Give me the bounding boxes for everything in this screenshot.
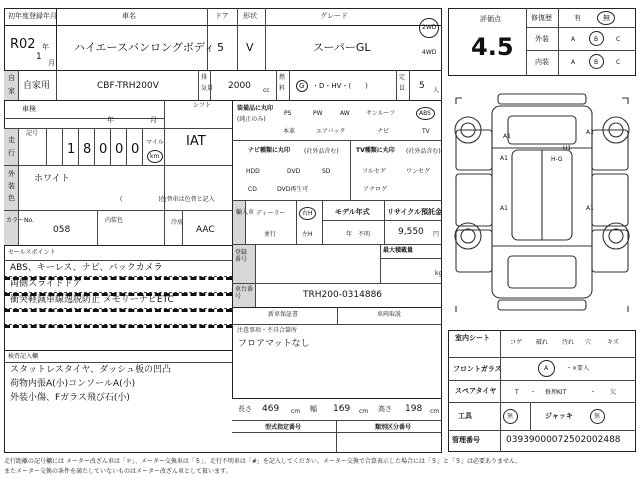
cm-unit: cm [359,408,369,415]
exterior-label: 外装 [535,35,549,43]
first-reg-era-year: R02 [10,37,36,52]
diagram-mark: A1 [586,129,594,136]
divider [4,100,442,101]
divider [232,398,442,399]
inspector-note: 外装小傷、Fガラス飛び石(小) [10,393,130,403]
navi-item: DVD [287,168,301,175]
width-label: 幅 [310,405,317,413]
divider [245,200,246,244]
seat-item: コゲ [510,339,523,346]
notes-label: 注意事項・不具合箇所 [237,327,298,334]
interior-label: 内装色 [105,217,124,224]
shift: IAT [186,134,206,149]
divider [289,70,290,100]
divider [4,25,442,26]
color: ホワイト [34,174,70,184]
navi-item: CD [248,186,257,193]
fuel-label-2: 料 [279,85,286,92]
divider [380,244,381,283]
front-glass: A [544,365,549,372]
divider [4,362,232,363]
diagram-mark: A1 [500,155,508,162]
color-note: ( )色替車は色替と記入 [120,196,215,203]
divider [207,8,208,70]
drive-4wd: 4WD [422,49,437,56]
divider [558,8,559,76]
grade: スーパーGL [313,41,371,54]
use-label-1: 自 [8,74,15,82]
divider [448,380,636,381]
car-name: ハイエースバンロングボディ [74,41,215,54]
divider [526,8,527,76]
divider [409,70,410,100]
seat-item: キズ [607,339,619,346]
first-reg-month: 1 [36,52,42,62]
color-label-3: 色 [8,194,15,202]
divider [296,200,297,244]
dealer: ディーラー [256,210,286,217]
mileage-digit: 1 [67,142,76,157]
height: 198 [405,404,423,414]
divider [56,70,57,100]
grade-label: グレード [320,12,348,20]
inspector-note: スタットレスタイヤ、ダッシュ板の凹凸 [10,365,172,375]
divider [232,244,442,245]
mile-label: マイル [146,139,164,146]
divider [448,402,636,403]
recycle-label: リサイクル預託金 [387,208,443,216]
displacement-label-2: 気量 [201,85,214,92]
diagram-mark: A1 [503,133,511,140]
divider [18,128,19,165]
inspection-label: 車検 [22,105,36,113]
fuel-g: G [299,82,305,90]
grade-c: C [616,59,621,66]
seat-item: 汚れ [562,339,575,346]
spare-label: スペアタイヤ [455,387,497,395]
divider [448,357,636,358]
displacement-label-1: 排 [201,74,208,81]
navi-item: DVD再生可 [277,186,309,193]
ac: AAC [196,225,215,235]
divider [4,128,232,129]
divider [164,210,165,245]
car-diagram [448,86,636,322]
handle-left: 左H [302,231,313,238]
shift-label: シフト [193,102,212,109]
mileage-label-2: 行 [8,149,15,157]
divider [526,50,636,51]
import-label: 輸入車 [236,209,255,216]
fuel-label-1: 燃 [279,74,286,81]
manage-label: 管理番号 [452,436,480,444]
divider [232,308,233,398]
divider [198,70,199,100]
divider [97,210,98,245]
divider [4,245,232,246]
mileage-digit: 0 [99,142,108,157]
divider [46,128,47,165]
grade-c: C [616,36,621,43]
divider [232,200,442,201]
cc-unit: cc [263,87,270,94]
capacity-label-1: 定 [399,74,406,81]
divider [126,128,127,165]
front-glass-label: フロントガラス [453,365,502,373]
navi-item: SD [322,168,331,175]
divider [4,210,232,211]
divider [110,128,111,165]
year-unit: 年 [42,43,49,51]
mileage-digit: 8 [83,142,92,157]
handle-right: 右H [302,210,313,217]
use-label-2: 家 [8,87,15,95]
mileage-digit: 0 [115,142,124,157]
divider [78,128,79,165]
equip-label: 装備品に丸印 [237,105,274,112]
score-label: 評価点 [480,15,501,23]
doors-label: ドア [215,12,229,20]
divider [276,70,277,100]
mileage-label-bg [4,129,18,165]
diagram-mark: A1 [586,205,594,212]
sales-point: 衝突軽減車線逸脱防止 メモリーナビETC [10,295,174,305]
type-designation-label: 型式指定番号 [265,424,302,431]
divider [164,100,165,210]
divider [4,350,232,351]
use: 自家用 [23,81,51,91]
divider [4,165,232,166]
divider [237,8,238,70]
grade-b: B [594,36,599,43]
equip-item: サンルーフ [366,110,396,117]
new-warranty: 新車保証書 [268,311,299,318]
divider [18,210,19,245]
spare-option: T [515,389,519,396]
divider [350,140,351,200]
divider [232,140,442,141]
divider [232,324,442,325]
divider [4,260,232,261]
inspector-note: 荷物内張A(小)コンソールA(小) [10,379,136,389]
divider [322,200,323,244]
equip-item: AW [340,110,350,117]
person-unit: 人 [433,87,440,94]
inspector-label: 検査記入欄 [8,353,39,360]
category-label: 類別区分番号 [375,424,412,431]
grade-a: A [571,59,576,66]
first-reg-label: 初年度登録年月 [8,12,57,20]
kg: kg [435,270,443,277]
navi-label: ナビ種類に丸印 [248,147,291,154]
score: 4.5 [471,33,514,61]
grade-a: A [571,36,576,43]
divider [526,27,636,28]
capacity: 5 [419,81,425,91]
month-unit: 月 [48,59,55,67]
shape: V [246,41,254,54]
length: 469 [262,404,280,414]
divider [18,70,19,100]
equip-item: PS [284,110,292,117]
divider [448,430,636,431]
seat-item: 穴 [585,339,592,346]
color-label-2: 装 [8,182,15,190]
km-label: km [150,153,160,160]
color-no-label: カラーNo. [6,217,34,224]
color-label-1: 外 [8,170,15,178]
equip-item: エアバック [316,128,346,135]
divider [500,330,501,452]
divider [265,8,266,70]
diagram-mark: A1 [500,205,508,212]
cm-unit: cm [430,408,440,415]
reg-no-label: 登録番号 [235,249,248,263]
mileage-label-1: 走 [8,136,15,144]
seat-item: 破れ [536,339,549,346]
footer-note: 走行距離の記号欄には メーター改ざん車は「＊」、メーター交換車は「＄」、走行不明車は「#」を記入してください。メーター交換で合算表示した場合には「＄」と「＄」は必要ありません。 [4,458,522,465]
model-year: 年 不明 [346,231,371,238]
repair-label: 修復歴 [531,14,552,22]
tv-label: TV種類に丸印 [356,147,395,154]
displacement: 2000 [228,81,251,91]
tool-label: 工具 [458,412,472,420]
yen: 円 [433,231,440,238]
divider [62,128,63,165]
repair-yes: 有 [574,14,581,22]
car-name-label: 車名 [122,12,136,20]
model: CBF-TRH200V [97,81,159,91]
recycle: 9,550 [398,227,424,237]
divider [94,128,95,165]
cm-unit: cm [291,408,301,415]
navi-sub: (社外品含む) [304,148,339,155]
model-year-label: モデル年式 [335,208,370,216]
doors: 5 [217,41,224,54]
divider [530,402,531,430]
sales-point: 両側スライドドア [10,279,82,289]
sales-point: ABS、キーレス、ナビ、バックカメラ [10,263,163,273]
length-label: 長さ [238,405,252,413]
divider [142,128,143,165]
divider [337,307,338,324]
divider [396,70,397,100]
spare-option: ・ [530,389,537,396]
front-glass-need: ・×要入 [566,365,590,372]
interior-grade-label: 内装 [535,58,549,66]
divider [182,210,183,245]
divider [232,283,442,284]
capacity-label-2: 員 [399,85,406,92]
divider [232,432,442,433]
navi-item: HDD [246,168,260,175]
equip-item: ナビ [377,128,390,135]
height-label: 高さ [378,405,392,413]
insp-year: 年 [107,116,114,124]
mileage-kigo: 記号 [26,130,39,137]
spare-option: 修理KIT [545,389,567,396]
jack: 無 [594,413,601,420]
tool: 無 [507,413,514,420]
equip-item: TV [422,128,430,135]
jack-label: ジャッキ [545,412,573,420]
divider [380,258,442,259]
shape-label: 形状 [243,12,257,20]
drive-2wd: 2WD [422,24,437,31]
diagram-mark: H-G [551,156,563,163]
insp-month: 月 [150,116,157,124]
footer-note: またメーター交換の条件を満たしていないものはメーター改ざん車として扱います。 [4,468,232,475]
divider [4,70,442,71]
manage-no: 03939000072502002488 [506,435,621,445]
grade-b: B [594,59,599,66]
divider [384,200,385,244]
equip-item: 本革 [283,128,296,135]
divider [210,70,211,100]
color-no: 058 [53,225,71,235]
tv-item: ワンセグ [406,168,431,175]
divider [4,308,232,312]
divider [255,244,256,307]
chassis-label: 車台番号 [235,286,254,300]
ac-label: 冷房 [171,219,184,226]
spare-option: 欠 [610,389,617,396]
equip-item: PW [313,110,323,117]
parallel: 並行 [264,231,277,238]
tv-item: フルセグ [362,168,386,175]
chassis: TRH200-0314886 [303,290,383,300]
mileage-digit: 0 [131,142,140,157]
divider [18,165,19,210]
manual: 車両取説 [377,311,402,318]
equip-sub: (純正のみ) [237,116,266,123]
repair-no: 無 [603,14,610,22]
fuel-options: ・D・HV・( ) [312,82,368,90]
divider [322,220,442,221]
sales-point-label: セールスポイント [8,249,56,256]
seat-label: 室内シート [455,334,490,342]
spare-option: ・ [590,389,597,396]
max-load-label: 最大積載量 [383,247,414,254]
divider [4,118,164,119]
tv-item: アナログ [363,186,388,193]
equip-item: ABS [419,110,431,117]
divider [232,420,442,421]
tv-sub: (社外品含む) [406,148,441,155]
divider [336,420,337,453]
import-label-bg [233,201,245,244]
notes: フロアマットなし [238,339,310,349]
diagram-mark: U1 [563,145,572,152]
divider [4,324,232,328]
width: 169 [333,404,351,414]
